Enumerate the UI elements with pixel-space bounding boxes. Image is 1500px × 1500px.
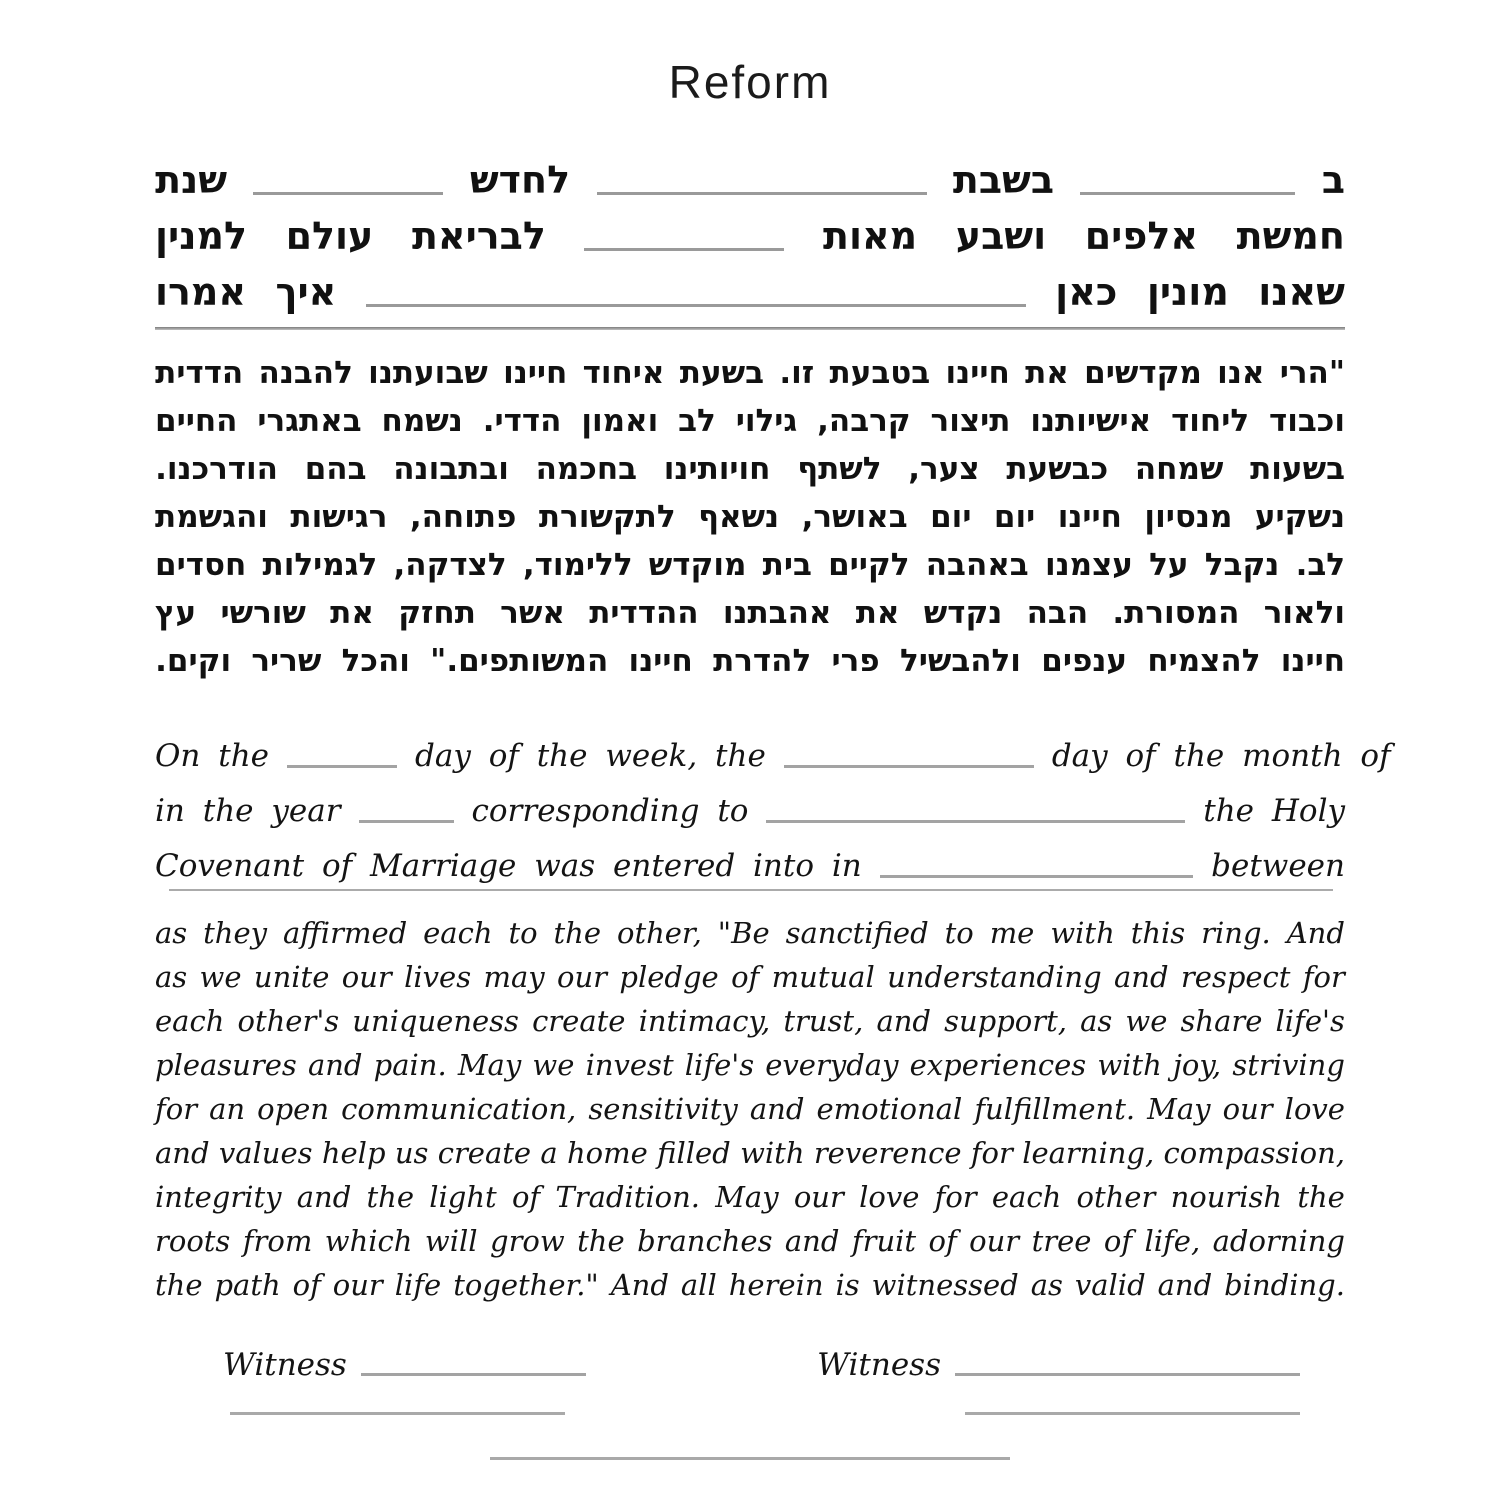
witness-right-signature-line (955, 1373, 1300, 1376)
blank-line (784, 765, 1034, 768)
witness-left-group (223, 1348, 586, 1382)
fill-in-text: in the year (155, 793, 341, 830)
blank-line (597, 192, 927, 195)
paragraph-line: the path of our life together." And all herein is witnessed as valid and binding. (155, 1268, 1345, 1303)
fill-in-text: בשבת (952, 158, 1055, 203)
paragraph-line: pleasures and pain. May we invest life's everyday experiences with joy, striving (155, 1048, 1345, 1083)
fill-in-line (155, 259, 1345, 315)
blank-line (1080, 192, 1295, 195)
paragraph-line: integrity and the light of Tradition. May our love for each other nourish the (155, 1180, 1345, 1215)
paragraph-line: and values help us create a home filled with reverence for learning, compassion, (155, 1136, 1345, 1171)
english-vows-paragraph (155, 907, 1345, 1303)
bottom-center-line (490, 1457, 1010, 1460)
fill-in-text: between (1211, 848, 1345, 885)
paragraph-line: בשעות שמחה כבשעת צער, לשתף חויותינו בחכמה ובתבונה בהם הודרכנו. (155, 450, 1345, 487)
fill-in-text: מאות (823, 214, 918, 259)
paragraph-line: each other's uniqueness create intimacy, trust, and support, as we share life's (155, 1004, 1345, 1039)
paragraph-line: ולאור המסורת. הבה נקדש את אהבתנו ההדדית אשר תחזק את שורשי עץ (155, 594, 1345, 631)
fill-in-line (155, 720, 1391, 775)
fill-in-text: איך (275, 270, 337, 315)
witness-section (155, 1348, 1345, 1460)
fill-in-text: אמרו (155, 270, 247, 315)
paragraph-line: וכבוד ליחוד אישיותנו תיצור קרבה, גילוי לב ואמון הדדי. נשמח באתגרי החיים (155, 402, 1345, 439)
hebrew-date-section (155, 147, 1345, 315)
fill-in-text: corresponding to (471, 793, 749, 830)
blank-line (366, 304, 1026, 307)
witness-left-second-line (230, 1412, 565, 1415)
paragraph-line: roots from which will grow the branches and fruit of our tree of life, adorning (155, 1224, 1345, 1259)
paragraph-line: לב. נקבל על עצמנו באהבה לקיים בית מוקדש ללימוד, לצדקה, לגמילות חסדים (155, 546, 1345, 583)
paragraph-line: חיינו להצמיח ענפים ולהבשיל פרי להדרת חיינו המשותפים." והכל שריר וקים. (155, 642, 1345, 679)
witness-label-row (155, 1348, 1345, 1382)
fill-in-text: חמשת (1236, 214, 1345, 259)
blank-line (584, 248, 784, 251)
hebrew-vows-paragraph (155, 344, 1345, 680)
witness-right-second-line (965, 1412, 1300, 1415)
blank-line (287, 765, 397, 768)
paragraph-line: as we unite our lives may our pledge of mutual understanding and respect for (155, 960, 1345, 995)
blank-line (253, 192, 443, 195)
fill-in-text: כאן (1055, 270, 1118, 315)
witness-left-signature-line (361, 1373, 586, 1376)
witness-left-label: Witness (223, 1347, 347, 1383)
fill-in-text: מונין (1146, 270, 1229, 315)
blank-line (359, 820, 454, 823)
fill-in-text: שנת (155, 158, 228, 203)
divider-middle (169, 889, 1333, 891)
bottom-center-line-row (155, 1457, 1345, 1460)
blank-line (880, 875, 1193, 878)
witness-right-group (817, 1348, 1300, 1382)
fill-in-line (155, 147, 1345, 203)
fill-in-text: שאנו (1258, 270, 1345, 315)
fill-in-line (155, 775, 1345, 830)
fill-in-text: אלפים (1084, 214, 1199, 259)
paragraph-line: as they affirmed each to the other, "Be sanctified to me with this ring. And (155, 916, 1345, 951)
fill-in-text: Covenant of Marriage was entered into in (155, 848, 862, 885)
fill-in-text: למנין (155, 214, 247, 259)
fill-in-line (155, 830, 1345, 885)
fill-in-text: ושבע (955, 214, 1047, 259)
english-date-section (155, 720, 1391, 885)
witness-right-label: Witness (817, 1347, 941, 1383)
fill-in-text: עולם (285, 214, 374, 259)
fill-in-text: day of the week, the (415, 738, 766, 775)
paragraph-line: "הרי אנו מקדשים את חיינו בטבעת זו. בשעת איחוד חיינו שבועתנו להבנה הדדית (155, 354, 1345, 391)
fill-in-text: לחדש (469, 158, 571, 203)
paragraph-line: נשקיע מנסיון חיינו יום יום באושר, נשאף לתקשורת פתוחה, רגישות והגשמת (155, 498, 1345, 535)
divider-top (155, 327, 1345, 330)
blank-line (766, 820, 1185, 823)
fill-in-text: ב (1321, 158, 1345, 203)
paragraph-line: for an open communication, sensitivity and emotional fulfillment. May our love (155, 1092, 1345, 1127)
fill-in-line (155, 203, 1345, 259)
fill-in-text: On the (155, 738, 270, 775)
witness-second-line-row (155, 1412, 1345, 1415)
page-title: Reform (668, 56, 832, 108)
fill-in-text: the Holy (1203, 793, 1345, 830)
fill-in-text: day of the month of (1051, 738, 1391, 775)
fill-in-text: לבריאת (411, 214, 546, 259)
